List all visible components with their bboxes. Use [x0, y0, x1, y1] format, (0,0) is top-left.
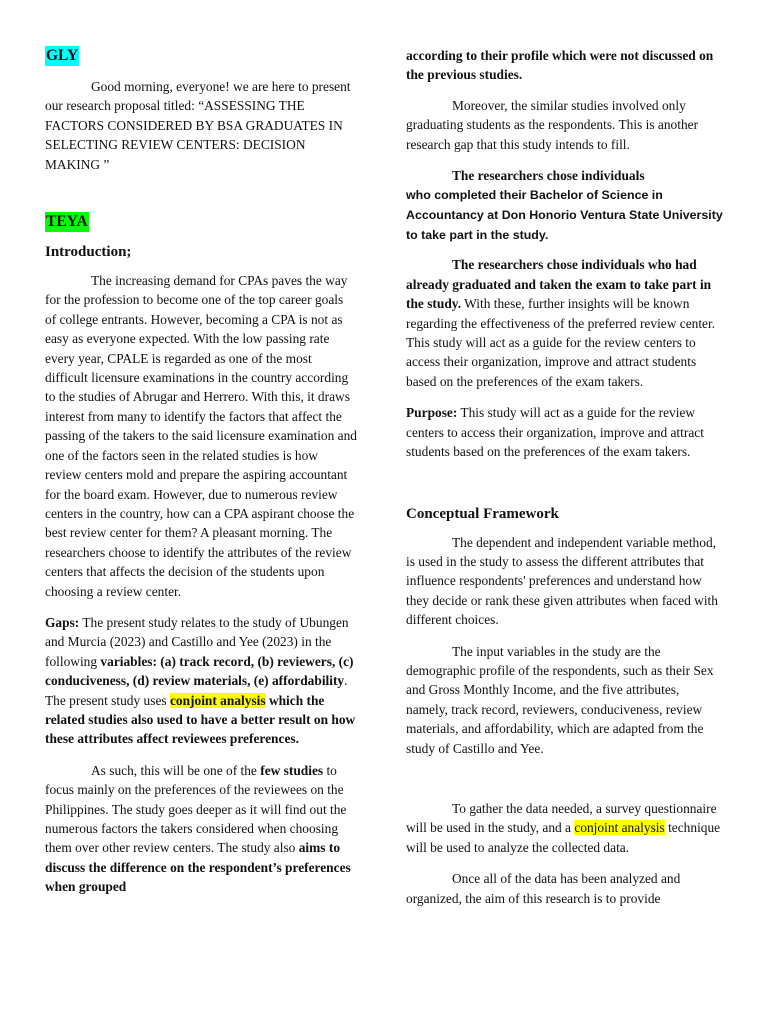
right-column: [406, 0, 724, 908]
speaker-tag-teya: TEYA: [46, 213, 88, 231]
continued-paragraph: according to their profile which were not discussed on the previous studies.: [406, 48, 714, 83]
researchers-chose-paragraph-2: The researchers chose individuals who had already graduated and taken the exam to take part in the study. With these, further insights will be known regarding the effectiveness of the preferred review center. This study will act as a guide for the review centers to access their organization, improve and attract students based on the preferences of the exam takers.: [406, 257, 716, 389]
introduction-paragraph: The increasing demand for CPAs paves the way for the profession to become one of the top career goals of college entrants. However, becoming a CPA is not as easy as everyone expected. With the low passing rate every year, CPALE is regarded as one of the most difficult licensure examinations in the country according to the studies of Abrugar and Herrero. With this, it draws interest from many to identify the factors that affect the passing of the takers to the said licensure examination and one of the factors seen in the related studies is how review centers mold and prepare the aspiring accountant for the board exam. However, due to numerous review centers in the country, how can a CPA aspirant choose the best review center for them? A pleasant morning. The researchers choose to identify the attributes of the review centers that affects the decision of the students upon choosing a review center.: [45, 273, 357, 599]
framework-paragraph-2: The input variables in the study are the demographic profile of the respondents, such as their Sex and Gross Monthly Income, and the five attributes, namely, track record, reviewers, conduciveness, review materials, and affordability, which are adapted from the study of Castillo and Yee.: [406, 643, 714, 756]
introduction-heading: Introduction;: [45, 244, 132, 261]
gaps-paragraph: Gaps: The present study relates to the study of Ubungen and Murcia (2023) and Castillo and Yee (2023) in the following variables: (a) track record, (b) reviewers, (c) conduciveness, (d) review materials, (e) affordability. The present study uses conjoint analysis which the related studies also used to have a better result on how these attributes affect reviewees preferences.: [45, 614, 356, 747]
greeting-paragraph: Good morning, everyone! we are here to present our research proposal titled: “ASSESSING THE FACTORS CONSIDERED BY BSA GRADUATES IN SELECTING REVIEW CENTERS: DECISION MAKING ”: [45, 79, 351, 172]
purpose-label: Purpose:: [406, 405, 458, 421]
highlight-conjoint-analysis: conjoint analysis: [169, 692, 266, 708]
conceptual-framework-heading: Conceptual Framework: [406, 505, 559, 522]
moreover-paragraph: Moreover, the similar studies involved only graduating students as the respondents. This is another research gap that this study intends to fill.: [406, 97, 699, 152]
purpose-paragraph: Purpose: This study will act as a guide for the review centers to access their organization, improve and attract students based on the preferences of the exam takers.: [406, 405, 704, 460]
gaps-label: Gaps:: [45, 614, 80, 630]
speaker-tag-gly: GLY: [46, 47, 79, 64]
left-column: [45, 0, 357, 897]
gaps-variables: variables: (a) track record, (b) reviewers, (c) conduciveness, (d) review materials, (e) affordability: [45, 653, 354, 689]
as-such-paragraph: As such, this will be one of the few studies to focus mainly on the preferences of the reviewees on the Philippines. The study goes deeper as it will find out the numerous factors the takers considered when choosing them over other review centers. The study also aims to discuss the difference on the respondent’s preferences when grouped: [45, 762, 351, 895]
researchers-chose-paragraph-1: The researchers chose individuals who completed their Bachelor of Science in Accountancy at Don Honorio Ventura State University to take part in the study.: [406, 168, 723, 243]
once-analyzed-paragraph: Once all of the data has been analyzed and organized, the aim of this research is to provide: [406, 871, 681, 906]
framework-paragraph-1: The dependent and independent variable method, is used in the study to assess the different attributes that influence respondents' preferences and understand how they decide or rank these given attributes when faced with different choices.: [406, 534, 718, 628]
highlight-conjoint-analysis-2: conjoint analysis: [574, 820, 665, 836]
gather-data-paragraph: To gather the data needed, a survey questionnaire will be used in the study, and a conjoint analysis technique will be used to analyze the collected data.: [406, 800, 721, 855]
